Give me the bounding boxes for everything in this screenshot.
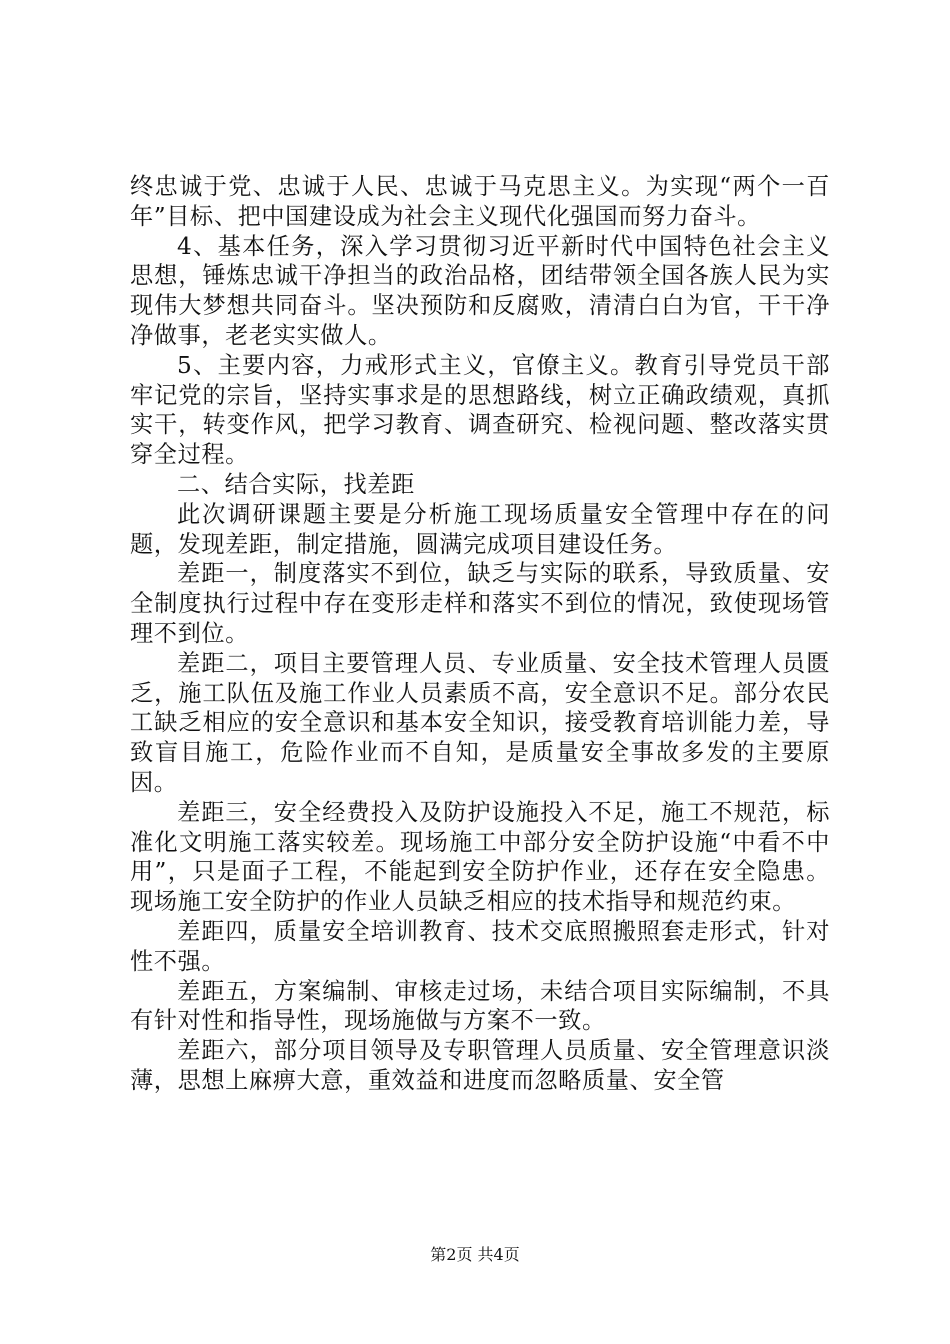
paragraph-gap-5: 差距五，方案编制、审核走过场，未结合项目实际编制，不具有针对性和指导性，现场施做与方案不一致。 [130,977,830,1035]
paragraph-gap-3: 差距三，安全经费投入及防护设施投入不足，施工不规范，标准化文明施工落实较差。现场施工中部分安全防护设施“中看不中用”，只是面子工程，不能起到安全防护作业，还存在安全隐患。现场施工安全防护的作业人员缺乏相应的技术指导和规范约束。 [130,798,830,916]
paragraph-gap-1: 差距一，制度落实不到位，缺乏与实际的联系，导致质量、安全制度执行过程中存在变形走样和落实不到位的情况，致使现场管理不到位。 [130,560,830,647]
paragraph-main-content: 5、主要内容，力戒形式主义，官僚主义。教育引导党员干部牢记党的宗旨，坚持实事求是的思想路线，树立正确政绩观，真抓实干，转变作风，把学习教育、调查研究、检视问题、整改落实贯穿全过程。 [130,351,830,469]
paragraph-gap-4: 差距四，质量安全培训教育、技术交底照搬照套走形式，针对性不强。 [130,917,830,975]
page-number-footer: 第2页 共4页 [430,1245,520,1264]
paragraph-research-topic: 此次调研课题主要是分析施工现场质量安全管理中存在的问题，发现差距，制定措施，圆满完成项目建设任务。 [130,500,830,558]
paragraph-gap-6: 差距六，部分项目领导及专职管理人员质量、安全管理意识淡薄，思想上麻痹大意，重效益和进度而忽略质量、安全管 [130,1037,830,1094]
paragraph-continued: 终忠诚于党、忠诚于人民、忠诚于马克思主义。为实现“两个一百年”目标、把中国建设成为社会主义现代化强国而努力奋斗。 [130,173,830,230]
paragraph-gap-2: 差距二，项目主要管理人员、专业质量、安全技术管理人员匮乏，施工队伍及施工作业人员素质不高，安全意识不足。部分农民工缺乏相应的安全意识和基本安全知识，接受教育培训能力差，导致盲目施工，危险作业而不自知，是质量安全事故多发的主要原因。 [130,649,830,796]
paragraph-basic-tasks: 4、基本任务，深入学习贯彻习近平新时代中国特色社会主义思想，锤炼忠诚干净担当的政治品格，团结带领全国各族人民为实现伟大梦想共同奋斗。坚决预防和反腐败，清清白白为官，干干净净做事，老老实实做人。 [130,232,830,349]
section-heading: 二、结合实际，找差距 [177,470,415,498]
document-body [130,172,830,1096]
